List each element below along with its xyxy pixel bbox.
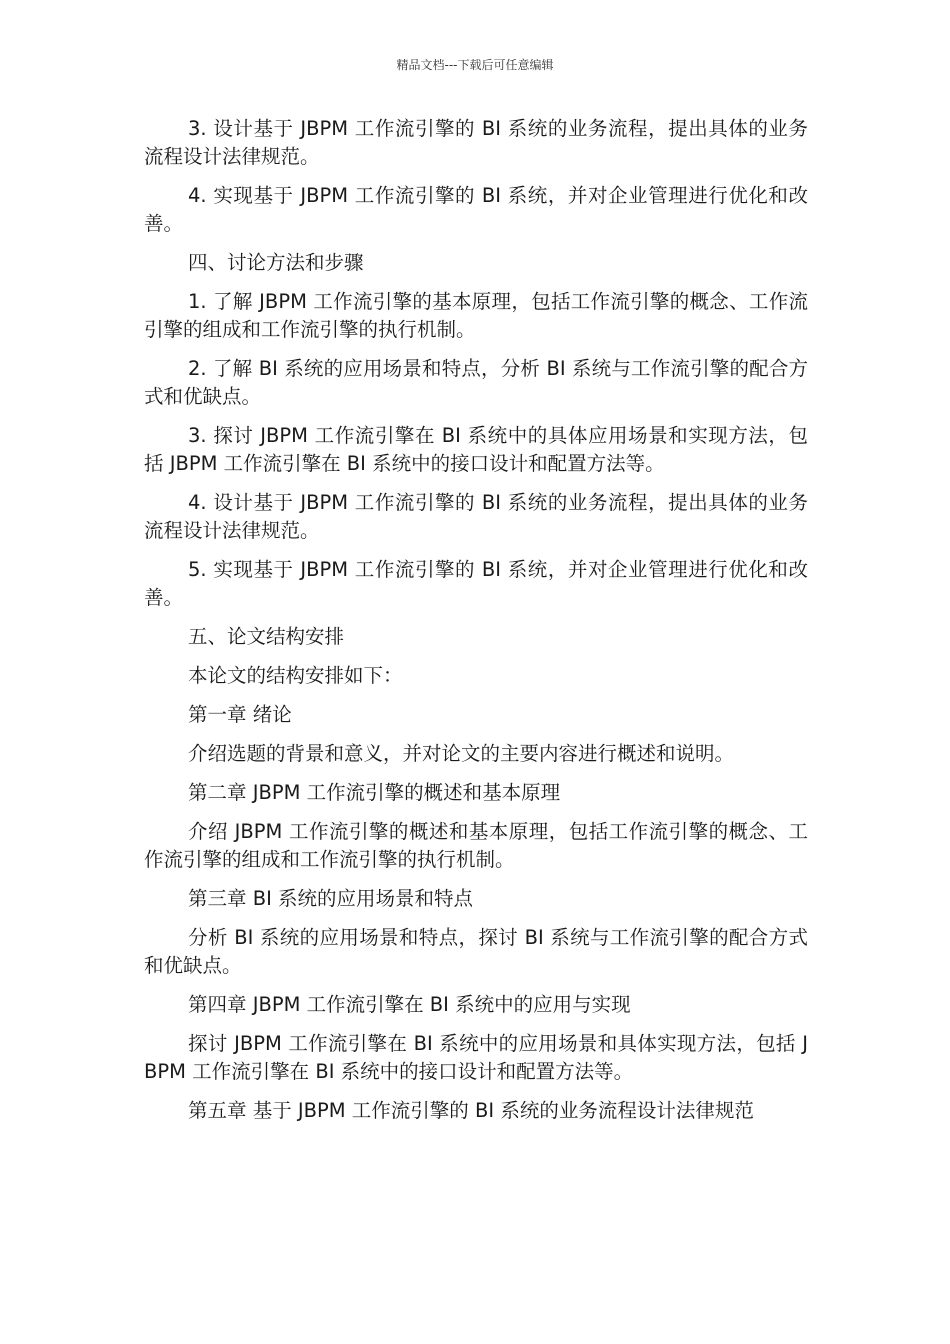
chapter-1-title: 第一章 绪论 <box>188 703 292 726</box>
chapter-3-title: 第三章 BI 系统的应用场景和特点 <box>188 887 474 910</box>
page-header: 精品文档---下载后可任意编辑 <box>396 58 554 72</box>
paragraph-method-2: 2. 了解 BI 系统的应用场景和特点，分析 BI 系统与工作流引擎的配合方式和优缺点。 <box>144 357 808 408</box>
paragraph-method-3: 3. 探讨 JBPM 工作流引擎在 BI 系统中的具体应用场景和实现方法，包括 JBPM 工作流引擎在 BI 系统中的接口设计和配置方法等。 <box>144 424 808 475</box>
document-body <box>144 115 808 1136</box>
paragraph-step-4-implement: 4. 实现基于 JBPM 工作流引擎的 BI 系统，并对企业管理进行优化和改善。 <box>144 184 808 235</box>
paragraph-method-4: 4. 设计基于 JBPM 工作流引擎的 BI 系统的业务流程，提出具体的业务流程设计法律规范。 <box>144 491 808 542</box>
chapter-3-desc: 分析 BI 系统的应用场景和特点，探讨 BI 系统与工作流引擎的配合方式和优缺点。 <box>144 926 808 977</box>
chapter-1-desc: 介绍选题的背景和意义，并对论文的主要内容进行概述和说明。 <box>188 742 735 765</box>
paragraph-method-1: 1. 了解 JBPM 工作流引擎的基本原理，包括工作流引擎的概念、工作流引擎的组成和工作流引擎的执行机制。 <box>144 290 808 341</box>
paragraph-step-3-design: 3. 设计基于 JBPM 工作流引擎的 BI 系统的业务流程，提出具体的业务流程设计法律规范。 <box>144 117 808 168</box>
paragraph-structure-intro: 本论文的结构安排如下： <box>188 664 403 687</box>
chapter-2-desc: 介绍 JBPM 工作流引擎的概述和基本原理，包括工作流引擎的概念、工作流引擎的组成和工作流引擎的执行机制。 <box>144 820 808 871</box>
chapter-4-desc: 探讨 JBPM 工作流引擎在 BI 系统中的应用场景和具体实现方法，包括 JBPM 工作流引擎在 BI 系统中的接口设计和配置方法等。 <box>144 1032 808 1083</box>
chapter-5-title: 第五章 基于 JBPM 工作流引擎的 BI 系统的业务流程设计法律规范 <box>188 1099 754 1122</box>
paragraph-method-5: 5. 实现基于 JBPM 工作流引擎的 BI 系统，并对企业管理进行优化和改善。 <box>144 558 808 609</box>
chapter-2-title: 第二章 JBPM 工作流引擎的概述和基本原理 <box>188 781 561 804</box>
section-heading-methods: 四、讨论方法和步骤 <box>188 251 364 274</box>
section-heading-structure: 五、论文结构安排 <box>188 625 345 648</box>
chapter-4-title: 第四章 JBPM 工作流引擎在 BI 系统中的应用与实现 <box>188 993 631 1016</box>
